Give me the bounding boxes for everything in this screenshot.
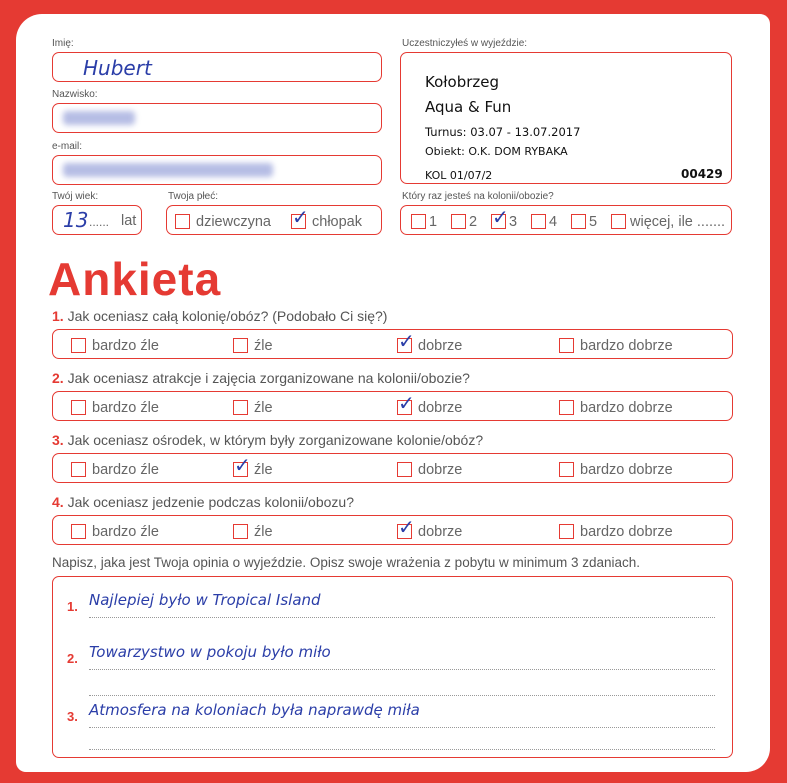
times-option-4[interactable]: 4	[531, 213, 557, 231]
checkbox[interactable]	[571, 214, 586, 229]
checkbox[interactable]	[71, 338, 86, 353]
age-dots: ......	[89, 215, 110, 229]
rating-option[interactable]: bardzo źle	[71, 523, 159, 541]
checkbox[interactable]	[71, 524, 86, 539]
question-3: 3. Jak oceniasz ośrodek, w którym były zorganizowane kolonie/obóz?	[52, 432, 484, 448]
gender-option-girl[interactable]: dziewczyna	[175, 213, 271, 231]
checkbox[interactable]	[233, 338, 248, 353]
name-field[interactable]	[52, 52, 382, 82]
times-option-1[interactable]: 1	[411, 213, 437, 231]
question-1: 1. Jak oceniasz całą kolonię/obóz? (Podobało Ci się?)	[52, 308, 388, 324]
checkbox[interactable]	[397, 515, 415, 540]
rating-option[interactable]: dobrze	[397, 461, 462, 479]
rating-option[interactable]: źle	[233, 337, 273, 355]
checkmark-icon: ✓	[292, 205, 309, 230]
rating-option[interactable]: ✓ dobrze	[398, 329, 463, 354]
checkbox[interactable]	[175, 214, 190, 229]
answer-line	[89, 749, 715, 750]
checkbox[interactable]	[559, 524, 574, 539]
camp-obiekt: Obiekt: O.K. DOM RYBAKA	[425, 145, 568, 158]
rating-row-3	[52, 453, 733, 483]
answer-line	[89, 727, 715, 728]
survey-title: Ankieta	[48, 253, 222, 305]
camp-number: 00429	[681, 167, 723, 181]
rating-option[interactable]: bardzo źle	[71, 337, 159, 355]
checkbox[interactable]	[491, 205, 509, 230]
checkbox[interactable]	[559, 462, 574, 477]
gender-label: Twoja płeć:	[168, 191, 219, 202]
camp-label: Uczestniczyłeś w wyjeździe:	[402, 38, 528, 49]
age-field[interactable]	[52, 205, 142, 235]
opinion-prompt: Napisz, jaka jest Twoja opinia o wyjeździe. Opisz swoje wrażenia z pobytu w minimum 3 zdaniach.	[52, 555, 641, 570]
answer-3-text: Atmosfera na koloniach była naprawdę miła	[89, 701, 420, 719]
question-4: 4. Jak oceniasz jedzenie podczas kolonii/obozu?	[52, 494, 354, 510]
answer-1-text: Najlepiej było w Tropical Island	[89, 591, 321, 609]
checkbox[interactable]	[559, 338, 574, 353]
checkbox[interactable]	[411, 214, 426, 229]
answer-2-text: Towarzystwo w pokoju było miło	[89, 643, 331, 661]
camp-program: Aqua & Fun	[425, 98, 512, 116]
age-value: 13	[63, 208, 89, 232]
checkmark-icon: ✓	[492, 205, 509, 230]
name-label: Imię:	[52, 38, 74, 49]
checkbox[interactable]	[233, 400, 248, 415]
rating-option[interactable]: bardzo dobrze	[559, 399, 673, 417]
checkmark-icon: ✓	[234, 453, 251, 478]
rating-option[interactable]: bardzo źle	[71, 461, 159, 479]
email-field[interactable]	[52, 155, 382, 185]
times-option-more[interactable]: więcej, ile .......	[611, 213, 725, 231]
times-option-5[interactable]: 5	[571, 213, 597, 231]
answer-line	[89, 695, 715, 696]
surname-label: Nazwisko:	[52, 89, 98, 100]
checkbox[interactable]	[71, 400, 86, 415]
checkbox[interactable]	[291, 205, 309, 230]
age-unit: lat	[121, 213, 137, 229]
checkbox[interactable]	[397, 329, 415, 354]
answer-line	[89, 617, 715, 618]
checkbox[interactable]	[71, 462, 86, 477]
redacted-email	[63, 163, 273, 177]
rating-option[interactable]: ✓ dobrze	[398, 515, 463, 540]
answer-1-num: 1.	[67, 599, 78, 614]
answer-3-num: 3.	[67, 709, 78, 724]
question-2: 2. Jak oceniasz atrakcje i zajęcia zorganizowane na kolonii/obozie?	[52, 370, 470, 386]
times-option-3[interactable]: ✓ 3	[492, 205, 518, 230]
name-value: Hubert	[83, 56, 152, 80]
checkbox[interactable]	[397, 462, 412, 477]
times-option-2[interactable]: 2	[451, 213, 477, 231]
rating-option[interactable]: bardzo dobrze	[559, 523, 673, 541]
rating-row-4	[52, 515, 733, 545]
checkbox[interactable]	[611, 214, 626, 229]
checkbox[interactable]	[397, 391, 415, 416]
answer-2-num: 2.	[67, 651, 78, 666]
checkmark-icon: ✓	[398, 391, 415, 416]
camp-box	[400, 52, 732, 184]
checkbox[interactable]	[233, 524, 248, 539]
checkbox[interactable]	[233, 453, 251, 478]
rating-option[interactable]: ✓ źle	[234, 453, 273, 478]
surname-field[interactable]	[52, 103, 382, 133]
checkbox[interactable]	[531, 214, 546, 229]
rating-option[interactable]: bardzo źle	[71, 399, 159, 417]
times-field	[400, 205, 732, 235]
opinion-box[interactable]	[52, 576, 733, 758]
rating-row-2	[52, 391, 733, 421]
gender-option-boy[interactable]: ✓ chłopak	[292, 205, 362, 230]
checkbox[interactable]	[559, 400, 574, 415]
rating-row-1	[52, 329, 733, 359]
rating-option[interactable]: ✓ dobrze	[398, 391, 463, 416]
rating-option[interactable]: bardzo dobrze	[559, 461, 673, 479]
redacted-surname	[63, 111, 135, 125]
rating-option[interactable]: źle	[233, 523, 273, 541]
checkbox[interactable]	[451, 214, 466, 229]
email-label: e-mail:	[52, 141, 83, 152]
rating-option[interactable]: bardzo dobrze	[559, 337, 673, 355]
times-label: Który raz jesteś na kolonii/obozie?	[402, 191, 554, 202]
camp-turnus: Turnus: 03.07 - 13.07.2017	[425, 125, 581, 139]
camp-city: Kołobrzeg	[425, 73, 500, 91]
rating-option[interactable]: źle	[233, 399, 273, 417]
camp-code: KOL 01/07/2	[425, 169, 493, 182]
answer-line	[89, 669, 715, 670]
survey-sheet	[16, 14, 770, 772]
checkmark-icon: ✓	[398, 515, 415, 540]
age-label: Twój wiek:	[52, 191, 99, 202]
gender-field	[166, 205, 382, 235]
checkmark-icon: ✓	[398, 329, 415, 354]
